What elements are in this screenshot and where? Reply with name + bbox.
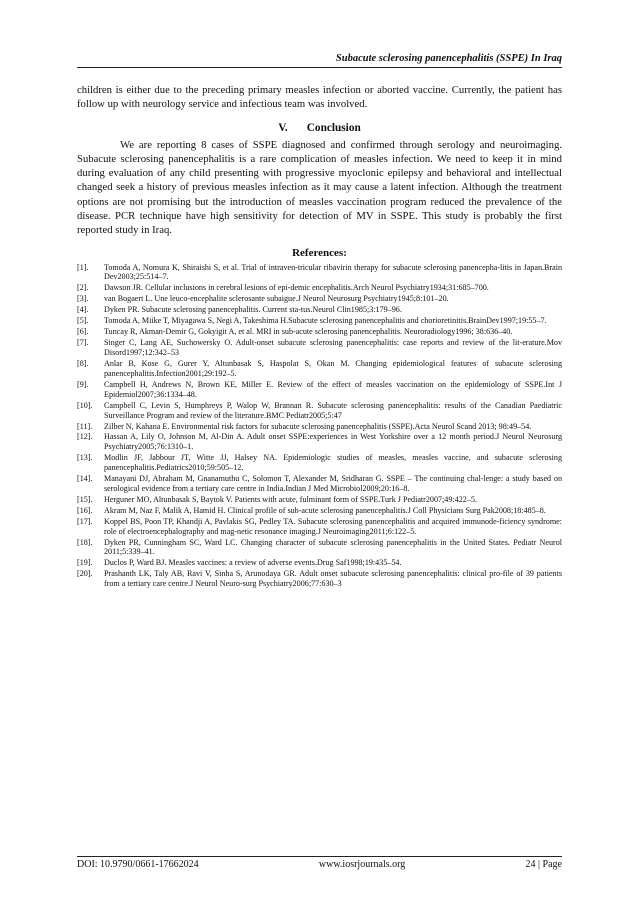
footer-page-number: 24 | Page	[525, 859, 562, 870]
reference-text: Duclos P, Ward BJ. Measles vaccines: a review of adverse events.Drug Saf1998;19:435–54.	[104, 558, 402, 568]
conclusion-paragraph: We are reporting 8 cases of SSPE diagnosed and confirmed through serology and neuroimaging. Subacute sclerosing panencephalitis is a rare complication of measles infection. We need to keep it in mind during evaluation of any child presenting with progressive myoclonic epilepsy and behavioral and intellectual changed seek a history of previous measles infection as it may cause a latent infection. Although the treatment options are not promising but the introduction of measles vaccination program reduced the prevalence of the disease. PCR technique have high sensitivity for detection of MV in SSPE. This study is probably the first reported study in Iraq.	[77, 138, 562, 237]
reference-text: Hassan A, Lily O, Johnson M, Al-Din A. Adult onset SSPE:experiences in West Yorkshire over a 12 month period.J Neurol Neurosurg Psychiatry2005;76:1310–1.	[104, 432, 562, 452]
reference-text: Dyken PR. Subacute sclerosing panencephalitis. Current sta-tus.Neurol Clin1985;3:179–96.	[104, 305, 402, 315]
reference-number: [20].	[77, 569, 93, 579]
reference-number: [14].	[77, 474, 93, 484]
reference-number: [2].	[77, 283, 89, 293]
reference-item	[77, 558, 562, 568]
reference-text: Anlar B, Kose G, Gurer Y, Altunbasak S, Haspolat S, Okan M. Changing epidemiological features of subacute sclerosing panencephalitis.Infection2001;29:192–5.	[104, 359, 562, 378]
reference-item	[77, 263, 562, 283]
reference-item	[77, 453, 562, 473]
reference-number: [12].	[77, 432, 93, 442]
reference-number: [1].	[77, 262, 89, 272]
reference-item	[77, 474, 562, 494]
reference-item	[77, 305, 562, 315]
reference-item	[77, 538, 562, 558]
reference-item	[77, 283, 562, 293]
reference-text: Dyken PR, Cunningham SC, Ward LC. Changing character of subacute sclerosing panencephalitis in the United States. Pediatr Neurol 2011;5:339–41.	[104, 537, 562, 557]
reference-number: [16].	[77, 505, 93, 515]
reference-number: [15].	[77, 494, 93, 504]
footer-website-link[interactable]: www.iosrjournals.org	[318, 859, 406, 870]
references-heading: References:	[292, 246, 347, 259]
conclusion-section-number: V.	[278, 121, 288, 134]
reference-text: Tomoda A, Nomura K, Shiraishi S, et al. Trial of intraven-tricular ribavirin therapy for subacute sclerosing panencepha-litis in Japan.Brain Dev2003;25:514–7.	[104, 262, 562, 282]
reference-text: Akram M, Naz F, Malik A, Hamid H. Clinical profile of sub-acute sclerosing panencephalitis.J Coll Physicians Surg Pak2008;18:485–8.	[104, 505, 546, 515]
reference-item	[77, 338, 562, 358]
reference-text: Tomoda A, Miike T, Miyagawa S, Negi A, Takeshima H.Subacute sclerosing panencephalitis and chorioretinitis.BrainDev1997;19:55–7.	[104, 316, 547, 326]
reference-item	[77, 380, 562, 400]
reference-number: [6].	[77, 327, 89, 337]
reference-number: [19].	[77, 558, 93, 568]
reference-item	[77, 401, 562, 421]
reference-number: [3].	[77, 294, 89, 304]
reference-text: van Bogaert L. Une leuco-encephalite sclerosante subaigue.J Neurol Neurosurg Psychiatry1945;8:101–20.	[104, 294, 449, 304]
reference-item	[77, 294, 562, 304]
reference-text: Zilber N, Kahana E. Environmental risk factors for subacute sclerosing panencephalitis (SSPE).Acta Neurol Scand 2013; 98:49–54.	[104, 421, 532, 431]
reference-text: Modlin JF, Jabbour JT, Witte JJ, Halsey NA. Epidemiologic studies of measles, measles vaccine, and subacute sclerosing panencephalitis.Pediatrics2010;59:505–12.	[104, 453, 562, 473]
reference-item	[77, 316, 562, 326]
conclusion-section-title: Conclusion	[306, 121, 361, 134]
reference-item	[77, 327, 562, 337]
reference-number: [5].	[77, 316, 89, 326]
reference-text: Campbell C, Levin S, Humphreys P, Walop W, Brannan R. Subacute sclerosing panencephalitis: results of the Canadian Paediatric Surveillance Program and review of the literature.BMC Pediatr2005;5:47	[104, 400, 562, 420]
reference-text: Dawson JR. Cellular inclusions in cerebral lesions of epi-demic encephalitis.Arch Neurol Psychiatry1934;31:685–700.	[104, 283, 489, 293]
reference-item	[77, 359, 562, 379]
conclusion-heading	[77, 121, 562, 135]
reference-item	[77, 517, 562, 537]
reference-number: [9].	[77, 379, 89, 389]
page-footer	[77, 856, 562, 871]
running-header	[77, 52, 562, 68]
running-header-title: Subacute sclerosing panencephalitis (SSPE) In Iraq	[335, 53, 562, 64]
reference-text: Koppel BS, Poon TP, Khandji A, Pavlakis SG, Pedley TA. Subacute sclerosing panencephalitis and acquired immunode-ficiency syndrome: role of electroencephalography and mag-netic resonance imaging.J Neuroimaging2011;6:122–5.	[104, 516, 562, 536]
reference-item	[77, 432, 562, 452]
reference-number: [18].	[77, 537, 93, 547]
footer-doi: DOI: 10.9790/0661-17662024	[77, 859, 199, 870]
reference-number: [17].	[77, 516, 93, 526]
reference-number: [11].	[77, 421, 93, 431]
reference-list	[77, 263, 562, 589]
reference-item	[77, 569, 562, 589]
reference-item	[77, 422, 562, 432]
reference-text: Singer C, Lang AE, Suchowersky O. Adult-onset subacute sclerosing panencephalitis: case reports and review of the lit-erature.Mov Disord1997;12:342–53	[104, 338, 562, 358]
reference-text: Prashanth LK, Taly AB, Ravi V, Sinha S, Arunodaya GR. Adult onset subacute sclerosing panencephalitis: clinical pro-file of 39 patients from a tertiary care centre.J Neurol Neuro-surg Psychiatry2006;77:630–3	[104, 569, 562, 589]
reference-item	[77, 506, 562, 516]
reference-number: [10].	[77, 400, 93, 410]
reference-text: Manayani DJ, Abraham M, Gnanamuthu C, Solomon T, Alexander M, Sridharan G. SSPE – The continuing chal-lenge: a study based on serological evidence from a tertiary care centre in India.Indian J Med Microbiol2009;20:16–8.	[104, 474, 562, 493]
article-content	[77, 83, 562, 590]
reference-number: [13].	[77, 453, 93, 463]
reference-text: Herguner MO, Altunbasak S, Baytok V. Patients with acute, fulminant form of SSPE.Turk J Pediatr2007;49:422–5.	[104, 494, 477, 504]
reference-number: [4].	[77, 305, 89, 315]
reference-item	[77, 495, 562, 505]
reference-text: Campbell H, Andrews N, Brown KE, Miller E. Review of the effect of measles vaccination on the epidemiology of SSPE.Int J Epidemiol2007;36:1334–48.	[104, 379, 562, 399]
intro-paragraph: children is either due to the preceding primary measles infection or aborted vaccine. Currently, the patient has follow up with neurology service and infectious team was involved.	[77, 84, 562, 111]
reference-number: [8].	[77, 359, 89, 369]
reference-text: Tuncay R, Akman-Demir G, Gokyigit A, et al. MRI in sub-acute sclerosing panencephalitis. Neuroradiology1996; 38:636–40.	[104, 327, 513, 337]
reference-number: [7].	[77, 338, 89, 348]
